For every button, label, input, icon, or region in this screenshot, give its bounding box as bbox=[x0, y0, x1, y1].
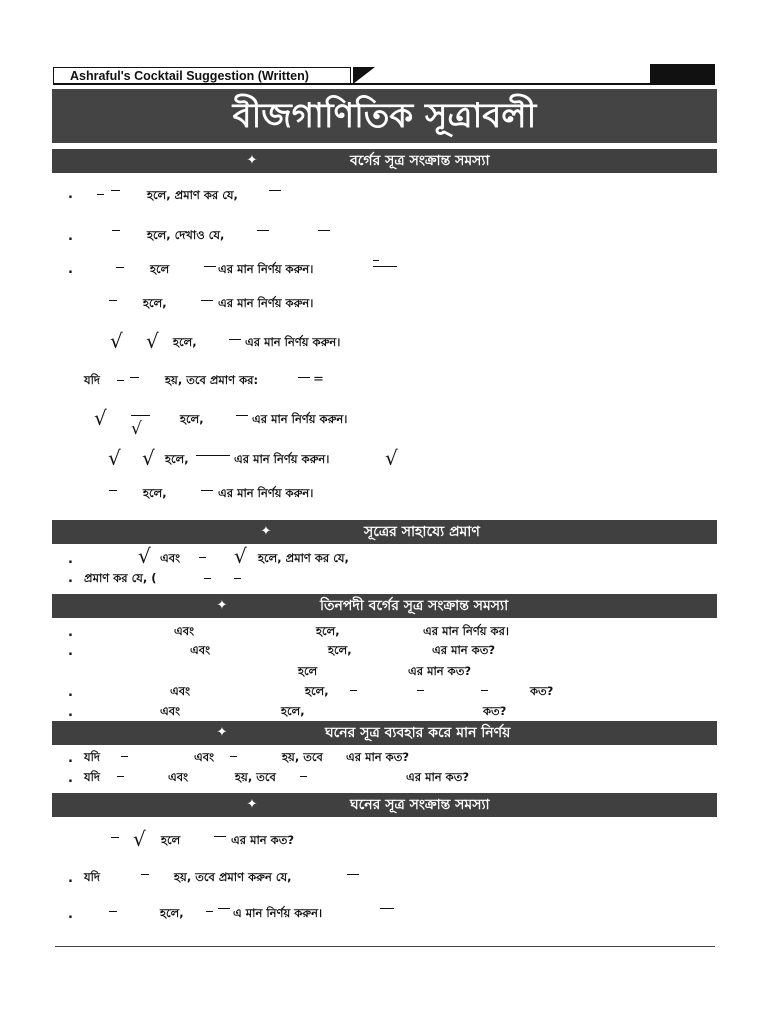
fraction-bar bbox=[204, 266, 216, 267]
section-title: ঘনের সূত্র ব্যবহার করে মান নির্ণয় bbox=[325, 725, 511, 741]
fraction-bar bbox=[218, 908, 230, 909]
question-bullet: . bbox=[68, 871, 73, 886]
fraction-bar bbox=[112, 230, 120, 231]
fraction-bar bbox=[109, 490, 117, 491]
question-bullet: . bbox=[68, 625, 73, 640]
question-text: হয়, তবে প্রমাণ করুন যে, bbox=[174, 870, 292, 884]
fraction-bar bbox=[196, 455, 230, 456]
question-text: এ মান নির্ণয় করুন। bbox=[233, 906, 323, 920]
radical-sign: √ bbox=[108, 446, 121, 470]
question-text: হলে, bbox=[143, 296, 167, 310]
question-text: হলে, bbox=[143, 486, 167, 500]
question-text: যদি bbox=[84, 750, 100, 764]
question-bullet: . bbox=[68, 644, 73, 659]
question-text: হলে, bbox=[173, 335, 197, 349]
question-text: হলে, bbox=[180, 412, 204, 426]
fraction-bar bbox=[131, 415, 150, 416]
question-text: হলে bbox=[150, 262, 170, 276]
star-icon: ✦ bbox=[216, 725, 228, 740]
minus-sign bbox=[204, 578, 211, 579]
fraction-bar bbox=[111, 190, 120, 191]
question-bullet: . bbox=[68, 685, 73, 700]
question-text: এর মান কত? bbox=[432, 643, 496, 657]
minus-sign bbox=[230, 756, 237, 757]
question-text: যদি bbox=[84, 770, 100, 784]
minus-sign bbox=[199, 557, 206, 558]
section-title: সূত্রের সাহায্যে প্রমাণ bbox=[364, 524, 480, 540]
radical-sign: √ bbox=[234, 544, 247, 568]
section-title: ঘনের সূত্র সংক্রান্ত সমস্যা bbox=[350, 797, 490, 813]
question-text: এবং bbox=[170, 684, 191, 698]
equals-sign: = bbox=[313, 372, 324, 387]
question-text: এর মান নির্ণয় করুন। bbox=[218, 262, 314, 276]
minus-sign bbox=[417, 690, 424, 691]
fraction-bar bbox=[117, 380, 124, 381]
question-text: হলে, bbox=[328, 643, 352, 657]
question-bullet: . bbox=[68, 552, 73, 567]
question-text: এবং bbox=[194, 750, 215, 764]
fraction-bar bbox=[380, 908, 394, 909]
fraction-bar bbox=[269, 190, 281, 191]
page-title: বীজগাণিতিক সূত্রাবলী bbox=[52, 89, 717, 143]
question-text: প্রমাণ কর যে, ( bbox=[84, 571, 157, 585]
section-title: বর্গের সূত্র সংক্রান্ত সমস্যা bbox=[350, 153, 490, 169]
section-header-cube-value bbox=[52, 721, 717, 745]
question-text: হলে, bbox=[165, 452, 189, 466]
radical-sign: √ bbox=[133, 827, 146, 851]
minus-sign bbox=[117, 776, 124, 777]
question-text: হলে bbox=[298, 664, 318, 678]
question-text: এবং bbox=[168, 770, 189, 784]
question-text: হয়, তবে bbox=[282, 750, 323, 764]
question-bullet: . bbox=[68, 229, 73, 244]
question-bullet: . bbox=[68, 187, 73, 202]
question-text: এর মান নির্ণয় কর। bbox=[423, 624, 510, 638]
question-text: এর মান কত? bbox=[406, 770, 470, 784]
fraction-bar bbox=[229, 339, 241, 340]
question-text: এবং bbox=[174, 624, 195, 638]
star-icon: ✦ bbox=[246, 153, 258, 168]
question-bullet: . bbox=[68, 907, 73, 922]
fraction-bar bbox=[318, 230, 330, 231]
section-header-formula-proof bbox=[52, 520, 717, 544]
fraction-bar bbox=[347, 874, 359, 875]
minus-sign bbox=[481, 690, 488, 691]
question-text: কত? bbox=[530, 684, 554, 698]
question-text: হলে, প্রমাণ কর যে, bbox=[147, 188, 238, 202]
question-text: হলে bbox=[161, 833, 181, 847]
question-text: এবং bbox=[190, 643, 211, 657]
question-text: এর মান কত? bbox=[231, 833, 295, 847]
series-label: Ashraful's Cocktail Suggestion (Written) bbox=[53, 67, 351, 84]
star-icon: ✦ bbox=[246, 797, 258, 812]
minus-sign bbox=[234, 578, 241, 579]
header-rule bbox=[53, 83, 715, 85]
question-text: হলে, bbox=[160, 906, 184, 920]
fraction-bar bbox=[236, 415, 248, 416]
section-header-trinomial-square bbox=[52, 594, 717, 618]
question-text: এর মান নির্ণয় করুন। bbox=[245, 335, 341, 349]
fraction-bar bbox=[373, 266, 397, 267]
question-text: হয়, তবে প্রমাণ কর: bbox=[165, 373, 259, 387]
question-text: এবং bbox=[160, 704, 181, 718]
header-black-block bbox=[650, 64, 715, 84]
radical-sign: √ bbox=[131, 419, 142, 439]
minus-sign bbox=[121, 756, 128, 757]
minus-sign bbox=[350, 690, 357, 691]
question-bullet: . bbox=[68, 571, 73, 586]
fraction-bar bbox=[257, 230, 269, 231]
star-icon: ✦ bbox=[216, 598, 228, 613]
question-text: এর মান কত? bbox=[408, 664, 472, 678]
section-title: তিনপদী বর্গের সূত্র সংক্রান্ত সমস্যা bbox=[320, 598, 509, 614]
question-text: হলে, bbox=[316, 624, 340, 638]
fraction-bar bbox=[298, 377, 310, 378]
fraction-bar bbox=[109, 911, 117, 912]
question-text: এর মান নির্ণয় করুন। bbox=[252, 412, 348, 426]
fraction-bar bbox=[201, 490, 213, 491]
radical-sign: √ bbox=[110, 329, 123, 353]
question-text: এর মান নির্ণয় করুন। bbox=[218, 486, 314, 500]
header-triangle-decoration bbox=[353, 67, 375, 84]
question-text: এর মান নির্ণয় করুন। bbox=[218, 296, 314, 310]
question-text: হলে, bbox=[281, 704, 305, 718]
fraction-bar bbox=[214, 836, 226, 837]
question-text: হলে, bbox=[305, 684, 329, 698]
question-text: এর মান কত? bbox=[346, 750, 410, 764]
question-text: কত? bbox=[483, 704, 507, 718]
radical-sign: √ bbox=[138, 544, 151, 568]
question-bullet: . bbox=[68, 751, 73, 766]
question-text: হলে, দেখাও যে, bbox=[147, 228, 225, 242]
question-text: যদি bbox=[84, 373, 100, 387]
question-text: হয়, তবে bbox=[235, 770, 276, 784]
minus-sign bbox=[206, 911, 213, 912]
fraction-bar bbox=[109, 300, 117, 301]
fraction-bar bbox=[130, 377, 139, 378]
question-bullet: . bbox=[68, 705, 73, 720]
question-bullet: . bbox=[68, 771, 73, 786]
fraction-bar bbox=[141, 874, 149, 875]
fraction-bar bbox=[97, 194, 104, 195]
radical-sign: √ bbox=[146, 329, 159, 353]
question-bullet: . bbox=[68, 262, 73, 277]
radical-sign: √ bbox=[142, 446, 155, 470]
section-header-cube-problems bbox=[52, 793, 717, 817]
fraction-bar bbox=[111, 837, 119, 838]
fraction-bar bbox=[116, 267, 124, 268]
radical-sign: √ bbox=[385, 446, 398, 470]
radical-sign: √ bbox=[94, 406, 107, 430]
fraction-bar bbox=[373, 260, 379, 261]
star-icon: ✦ bbox=[260, 524, 272, 539]
minus-sign bbox=[300, 776, 307, 777]
section-header-square-formula bbox=[52, 149, 717, 173]
question-text: এর মান নির্ণয় করুন। bbox=[234, 452, 330, 466]
fraction-bar bbox=[201, 300, 213, 301]
question-text: হলে, প্রমাণ কর যে, bbox=[258, 551, 349, 565]
question-text: এবং bbox=[160, 551, 181, 565]
footer-rule bbox=[55, 946, 715, 947]
question-text: যদি bbox=[84, 870, 100, 884]
